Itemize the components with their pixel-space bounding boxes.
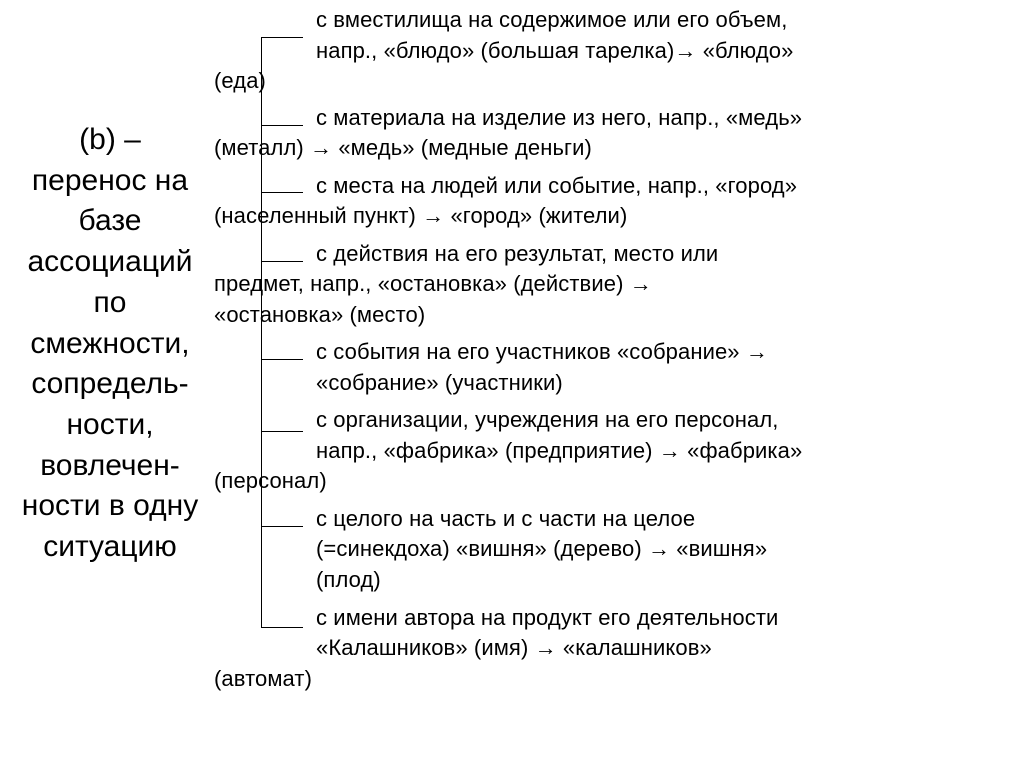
item-line: (персонал) <box>214 468 327 493</box>
bracket-tick <box>261 431 303 432</box>
item-line: «Калашников» (имя) → «калашников» <box>316 635 712 660</box>
item-line: напр., «фабрика» (предприятие) → «фабрика» <box>316 438 803 463</box>
item-line: (населенный пункт) → «город» (жители) <box>214 203 628 228</box>
item-line: (плод) <box>316 567 381 592</box>
title-line: ассоциаций <box>27 245 193 279</box>
title-line: сопредель- <box>31 367 189 401</box>
item-line: с материала на изделие из него, напр., «медь» <box>316 105 803 130</box>
item-line: с организации, учреждения на его персонал, <box>316 407 779 432</box>
title-line: ности, <box>66 407 154 441</box>
title-line: смежности, <box>30 326 190 360</box>
title-line: ности в одну <box>21 489 199 523</box>
item-line: с места на людей или событие, напр., «город» <box>316 173 798 198</box>
item-line: напр., «блюдо» (большая тарелка)→ «блюдо» <box>316 38 794 63</box>
title-line: по <box>93 285 127 319</box>
item-line: (еда) <box>214 68 266 93</box>
bracket-tick <box>261 261 303 262</box>
item-line: «остановка» (место) <box>214 302 426 327</box>
bracket-tick <box>261 37 303 38</box>
item-line: с целого на часть и с части на целое <box>316 506 696 531</box>
bracket-tick <box>261 359 303 360</box>
bracket-tick <box>261 125 303 126</box>
item-line: (автомат) <box>214 666 313 691</box>
item-line: с действия на его результат, место или <box>316 241 719 266</box>
item-line: предмет, напр., «остановка» (действие) → <box>214 271 652 296</box>
item-line: «собрание» (участники) <box>316 370 563 395</box>
item-line: с имени автора на продукт его деятельности <box>316 605 779 630</box>
title-line: перенос на <box>31 163 189 197</box>
title-line: ситуацию <box>43 530 177 564</box>
item-line: с события на его участников «собрание» → <box>316 339 768 364</box>
item-line: с вместилища на содержимое или его объем, <box>316 7 788 32</box>
item-line: (металл) → «медь» (медные деньги) <box>214 135 592 160</box>
bracket-tick <box>261 526 303 527</box>
title-line: (b) – <box>79 123 141 156</box>
category-title <box>4 120 216 568</box>
item-line: (=синекдоха) «вишня» (дерево) → «вишня» <box>316 536 768 561</box>
bracket-tick <box>261 627 303 628</box>
title-line: вовлечен- <box>40 448 180 482</box>
title-line: базе <box>78 204 142 238</box>
bracket-tick <box>261 192 303 193</box>
